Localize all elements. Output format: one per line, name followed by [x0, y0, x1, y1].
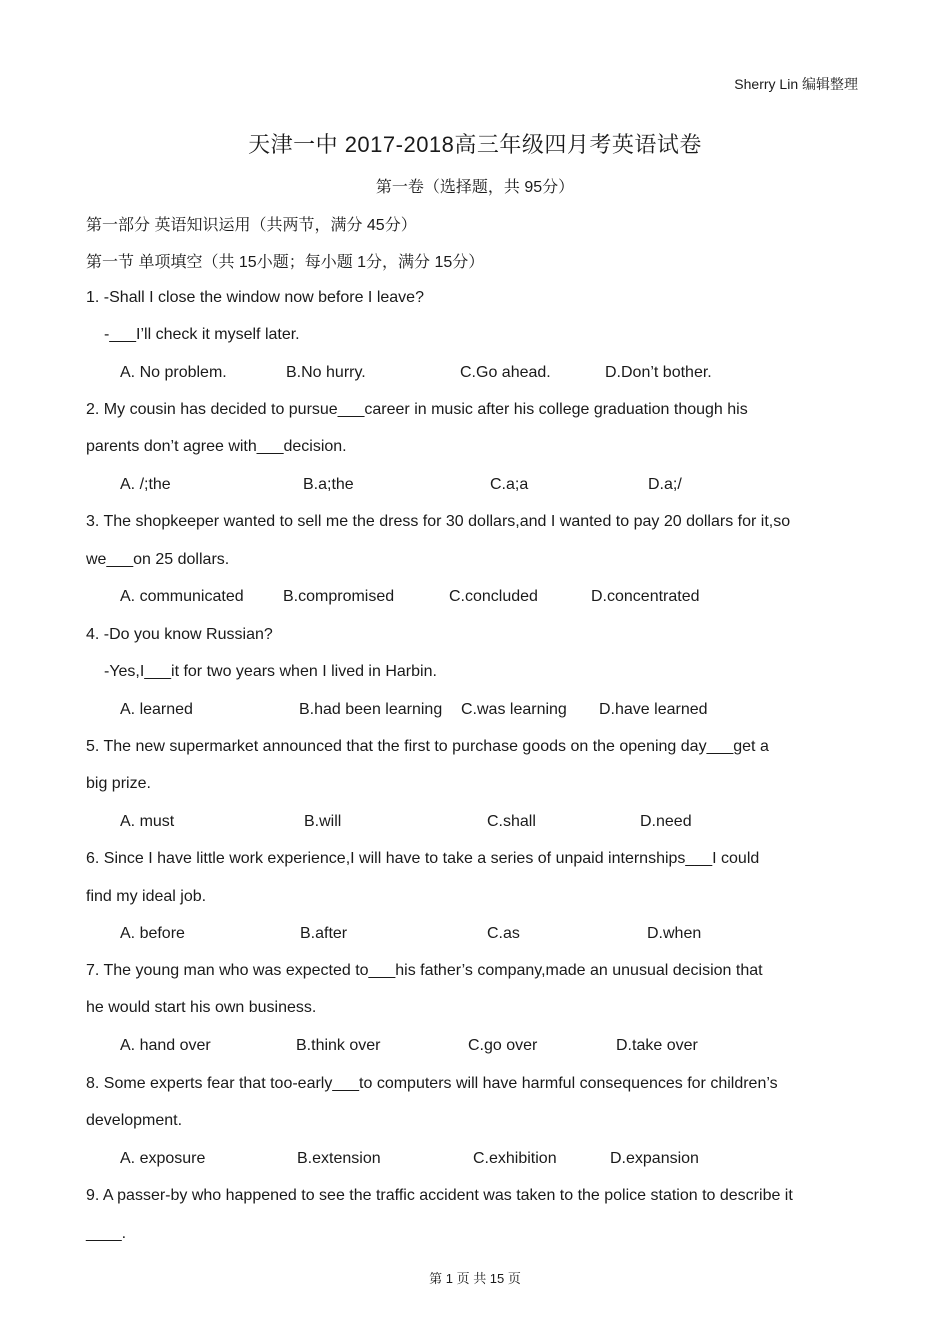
- question-6-option-a: A. before: [120, 925, 185, 942]
- page-footer: 第 1 页 共 15 页: [429, 1271, 521, 1286]
- question-1-text: 1. -Shall I close the window now before I leave?: [86, 289, 424, 306]
- question-5-option-c: C.shall: [487, 813, 536, 830]
- question-8-option-b: B.extension: [297, 1150, 381, 1167]
- question-5-text: 5. The new supermarket announced that the first to purchase goods on the opening day___get a: [86, 738, 769, 755]
- question-3-option-b: B.compromised: [283, 588, 395, 605]
- question-8-option-d: D.expansion: [610, 1150, 699, 1167]
- question-4-option-a: A. learned: [120, 701, 193, 718]
- question-1-option-b: B.No hurry.: [286, 364, 366, 381]
- question-4-text: 4. -Do you know Russian?: [86, 626, 273, 643]
- question-7-option-a: A. hand over: [120, 1037, 211, 1054]
- question-8-text: 8. Some experts fear that too-early___to computers will have harmful consequences for children’s: [86, 1075, 778, 1092]
- question-8-option-c: C.exhibition: [473, 1150, 557, 1167]
- question-2-text: 2. My cousin has decided to pursue___career in music after his college graduation though his: [86, 401, 748, 418]
- question-7-option-c: C.go over: [468, 1037, 538, 1054]
- question-8-text-2: development.: [86, 1112, 183, 1129]
- question-4-option-b: B.had been learning: [299, 701, 443, 718]
- question-4-text-2: -Yes,I___it for two years when I lived in Harbin.: [104, 663, 437, 680]
- question-2-option-a: A. /;the: [120, 476, 171, 493]
- question-1-text-2: -___I’ll check it myself later.: [104, 326, 300, 343]
- question-7-option-d: D.take over: [616, 1037, 698, 1054]
- question-6-option-d: D.when: [647, 925, 702, 942]
- question-7-option-b: B.think over: [296, 1037, 381, 1054]
- question-2-option-b: B.a;the: [303, 476, 354, 493]
- question-9-text: 9. A passer-by who happened to see the traffic accident was taken to the police station to describe it: [86, 1187, 793, 1204]
- question-4-option-c: C.was learning: [461, 701, 567, 718]
- question-2-text-2: parents don’t agree with___decision.: [86, 438, 347, 455]
- question-3-option-c: C.concluded: [449, 588, 538, 605]
- question-3-text: 3. The shopkeeper wanted to sell me the dress for 30 dollars,and I wanted to pay 20 dollars for it,so: [86, 513, 791, 530]
- question-1-option-c: C.Go ahead.: [460, 364, 551, 381]
- question-5-option-d: D.need: [640, 813, 692, 830]
- volume-subtitle: 第一卷（选择题，共 95分）: [375, 179, 575, 196]
- question-9-text-2: ____.: [86, 1225, 127, 1242]
- question-8-option-a: A. exposure: [120, 1150, 206, 1167]
- question-1-option-d: D.Don’t bother.: [605, 364, 712, 381]
- question-5-option-a: A. must: [120, 813, 175, 830]
- question-1-option-a: A. No problem.: [120, 364, 227, 381]
- question-2-option-c: C.a;a: [490, 476, 529, 493]
- page-title: 天津一中 2017-2018高三年级四月考英语试卷: [248, 132, 702, 157]
- question-7-text: 7. The young man who was expected to___his father’s company,made an unusual decision that: [86, 962, 763, 979]
- editor-note: Sherry Lin 编辑整理: [734, 76, 858, 92]
- question-6-option-b: B.after: [300, 925, 348, 942]
- section-heading: 第一节 单项填空（共 15小题；每小题 1分，满分 15分）: [86, 254, 485, 271]
- question-3-text-2: we___on 25 dollars.: [86, 551, 230, 568]
- question-6-text-2: find my ideal job.: [86, 888, 207, 905]
- question-6-option-c: C.as: [487, 925, 520, 942]
- question-3-option-a: A. communicated: [120, 588, 244, 605]
- question-6-text: 6. Since I have little work experience,I will have to take a series of unpaid internships___I could: [86, 850, 760, 867]
- question-4-option-d: D.have learned: [599, 701, 708, 718]
- part-heading: 第一部分 英语知识运用（共两节，满分 45分）: [86, 217, 417, 234]
- question-5-option-b: B.will: [304, 813, 342, 830]
- question-2-option-d: D.a;/: [648, 476, 682, 493]
- question-3-option-d: D.concentrated: [591, 588, 700, 605]
- question-5-text-2: big prize.: [86, 775, 151, 792]
- question-7-text-2: he would start his own business.: [86, 999, 317, 1016]
